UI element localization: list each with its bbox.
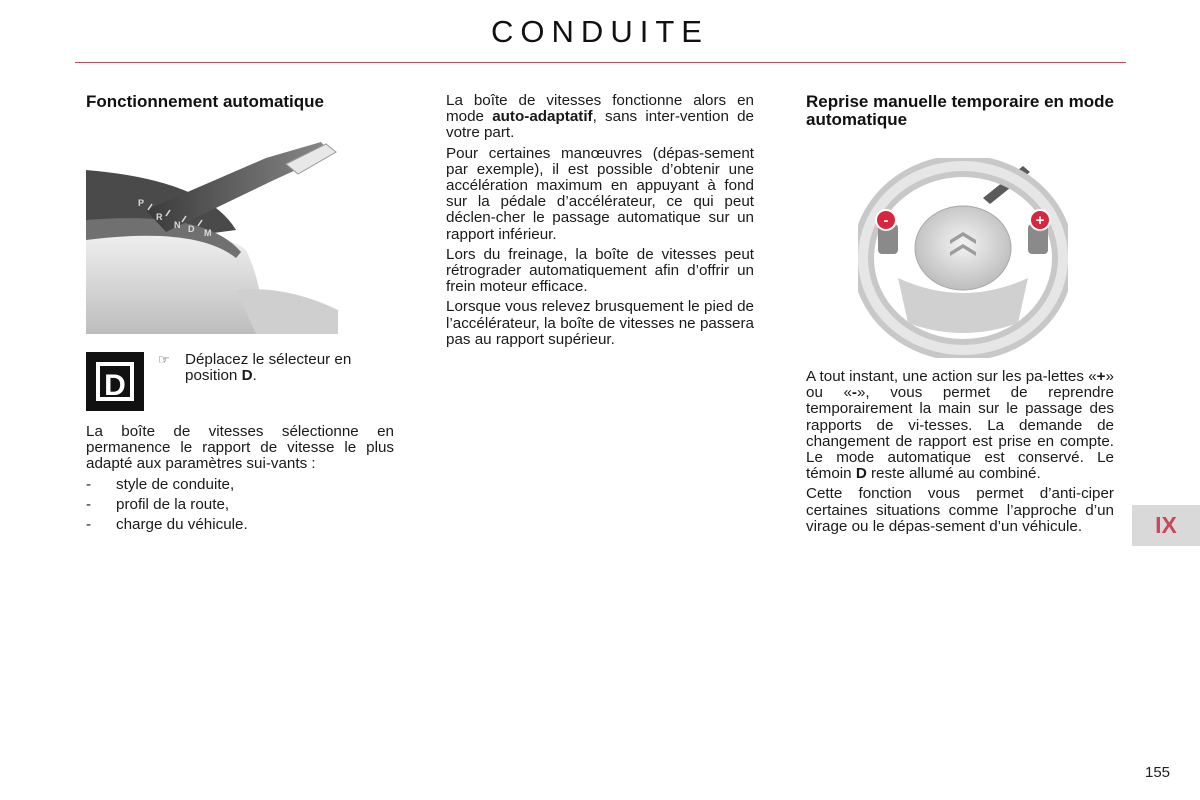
title-divider bbox=[75, 62, 1126, 63]
section-heading-manual-override: Reprise manuelle temporaire en mode automatique bbox=[806, 92, 1114, 129]
instruction-move-selector: ☞ Déplacez le sélecteur en position D. bbox=[158, 351, 352, 385]
selector-mark-d: D bbox=[188, 224, 195, 234]
list-item: - profil de la route, bbox=[86, 495, 230, 513]
selector-mark-r: R bbox=[156, 212, 163, 222]
chapter-tab[interactable]: IX bbox=[1132, 505, 1200, 546]
plus-paddle-label: + bbox=[1035, 212, 1045, 229]
column-right-body bbox=[806, 369, 1114, 539]
paragraph-anticipate: Cette fonction vous permet d’anti-ciper certaines situations comme l’approche d’un virage ou le dépas-sement d’un véhicule. bbox=[806, 485, 1114, 535]
column-middle bbox=[446, 93, 754, 352]
column-left bbox=[86, 93, 394, 111]
column-right bbox=[806, 93, 1114, 129]
drive-mode-d-letter: D bbox=[104, 369, 126, 402]
minus-paddle-label: - bbox=[883, 212, 889, 229]
paragraph-lift-off: Lorsque vous relevez brusquement le pied de l’accélérateur, la boîte de vitesses ne passera pas au rapport supérieur. bbox=[446, 298, 754, 348]
page-number: 155 bbox=[1145, 764, 1171, 781]
selector-mark-n: N bbox=[174, 220, 181, 230]
list-item: - style de conduite, bbox=[86, 475, 235, 493]
pointing-hand-icon: ☞ bbox=[158, 352, 170, 367]
selector-mark-m: M bbox=[204, 228, 212, 238]
section-heading-automatic: Fonctionnement automatique bbox=[86, 92, 324, 111]
paragraph-braking: Lors du freinage, la boîte de vitesses peut rétrograder automatiquement afin d’offrir un frein moteur efficace. bbox=[446, 245, 754, 296]
paragraph-auto-adaptive: La boîte de vitesses fonctionne alors en mode auto-adaptatif, sans inter-vention de votre part. bbox=[446, 92, 754, 142]
drive-mode-d-icon bbox=[86, 352, 144, 411]
column-left-body bbox=[86, 424, 394, 537]
selector-mark-p: P bbox=[138, 198, 145, 208]
page-title: CONDUITE bbox=[491, 14, 709, 49]
paragraph-paddles: A tout instant, une action sur les pa-lettes «+» ou «-», vous permet de reprendre temporairement la main sur le passage des rapports de vi-tesses. La demande de changement de rapport est prise en compte. Le mode automatique est conservé. Le témoin D reste allumé au combiné. bbox=[806, 368, 1114, 483]
steering-wheel-illustration bbox=[858, 158, 1068, 358]
paragraph-kickdown: Pour certaines manœuvres (dépas-sement par exemple), il est possible d’obtenir une accélération maximum en appuyant à fond sur la pédale d’accélérateur, ce qui peut déclen-cher le passage automatique sur un rapport inférieur. bbox=[446, 144, 754, 243]
paragraph-criteria: La boîte de vitesses sélectionne en permanence le rapport de vitesse le plus adapté aux paramètres sui-vants : bbox=[86, 423, 394, 473]
gear-selector-illustration bbox=[86, 140, 338, 334]
list-item: - charge du véhicule. bbox=[86, 516, 248, 534]
